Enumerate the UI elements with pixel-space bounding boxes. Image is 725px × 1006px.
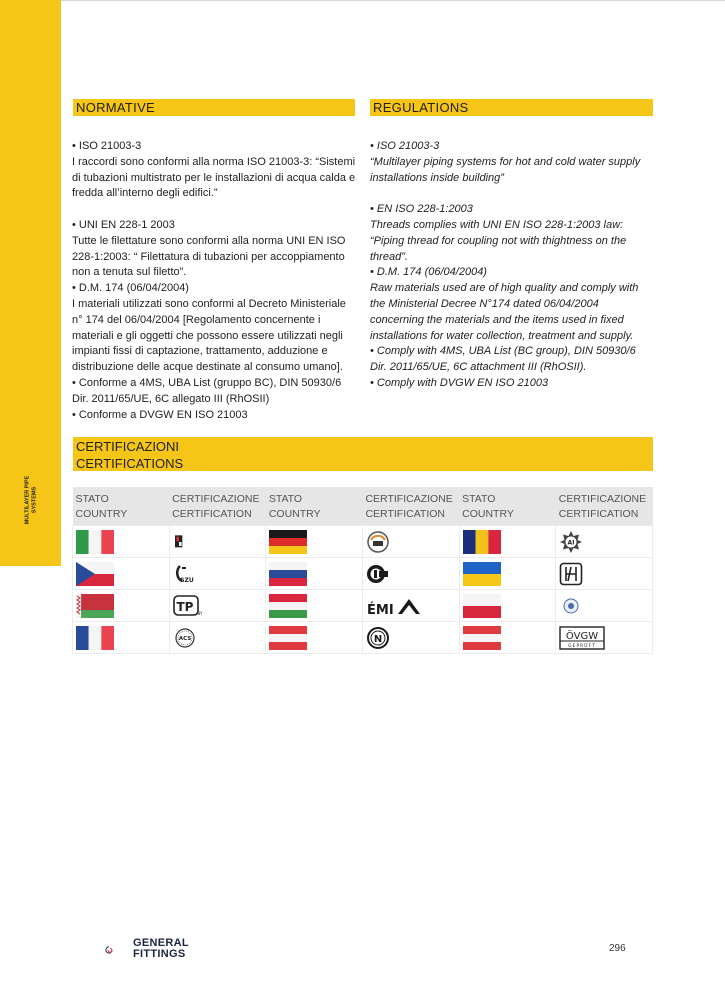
column-header: CERTIFICAZIONE CERTIFICATION [556,487,653,526]
flag-belarus-cell [73,590,170,622]
flag-italy [76,530,114,554]
flag-poland [463,594,501,618]
regulations-paragraph: • EN ISO 228-1:2003 [370,203,473,216]
svg-text:TP: TP [176,599,194,614]
certifications-title-en: CERTIFICATIONS [76,456,184,471]
flag-russia [269,562,307,586]
column-header: STATO COUNTRY [73,487,170,526]
normative-body [72,139,356,423]
regulations-paragraph: • D.M. 174 (06/04/2004) [370,266,487,279]
cert-logo-ukraine [559,562,583,586]
cert-logo-star-seal [559,530,583,554]
column-header: STATO COUNTRY [459,487,556,526]
cert-logo-pzh [559,594,583,618]
flag-austria [463,626,501,650]
cert-logo-acs-cell [169,622,266,654]
svg-text:ACS: ACS [178,635,191,642]
flag-romania-cell [459,526,556,558]
flag-romania [463,530,501,554]
regulations-paragraph: • Comply with DVGW EN ISO 21003 [370,376,549,389]
certifications-table [72,487,653,654]
flag-germany [269,530,307,554]
cert-logo-emi-cell [362,590,459,622]
column-header: STATO COUNTRY [266,487,363,526]
regulations-paragraph [370,186,655,202]
column-header: CERTIFICAZIONE CERTIFICATION [169,487,266,526]
certifications-header-row [73,487,653,526]
flag-germany-cell [266,526,363,558]
flag-ukraine [463,562,501,586]
cert-logo-szu-cell [169,558,266,590]
svg-text:GEPRÜFT: GEPRÜFT [568,643,597,649]
flag-austria [269,626,307,650]
normative-paragraph: Tutte le filettature sono conformi alla norma UNI EN ISO 228-1:2003: “ Filettatura di tubazioni per accoppiamento non a tenuta sul filetto”. [72,234,346,279]
normative-paragraph [72,202,356,218]
column-header: CERTIFICAZIONE CERTIFICATION [362,487,459,526]
certifications-title-it: CERTIFICAZIONI [76,439,180,454]
cert-logo-oni [366,626,390,650]
cert-logo-ukraine-cell [556,558,653,590]
regulations-paragraph: Threads complies with UNI EN ISO 228-1:2003 law: “Piping thread for coupling not with thightness on the thread”. [370,218,627,263]
table-row [73,526,653,558]
regulations-paragraph: • Comply with 4MS, UBA List (BC group), DIN 50930/6 Dir. 2011/65/UE, 6C attachment III (RhOSII). [370,345,636,374]
flag-belarus [76,594,114,618]
sidebar-band [0,0,61,566]
regulations-paragraph: “Multilayer piping systems for hot and cold water supply installations inside building” [370,155,641,184]
flag-hungary [269,594,307,618]
svg-text:ÉMI: ÉMI [366,602,394,618]
cert-logo-italy-cell [169,526,266,558]
cert-logo-ovgw-cell [556,622,653,654]
sidebar-label-line2: SYSTEMS [31,486,37,514]
brand-name-line1: GENERAL [133,937,189,949]
regulations-title: REGULATIONS [370,99,653,116]
flag-hungary-cell [266,590,363,622]
brand-name [133,938,189,960]
cert-logo-gost-r-cell [362,558,459,590]
cert-logo-tp [173,594,203,618]
certifications-title [73,437,653,471]
cert-logo-ovgw [559,626,605,650]
flag-austria-cell [459,622,556,654]
cert-logo-szu [173,562,197,586]
cert-logo-dvgw-seal [366,530,390,554]
normative-paragraph: • ISO 21003-3 [72,140,142,152]
svg-text:SZU: SZU [179,576,194,584]
sidebar-label-line1: MULTILAYER PIPE [24,475,31,525]
cert-logo-oni-cell [362,622,459,654]
cert-logo-acs [173,626,197,650]
svg-text:AI: AI [567,539,575,546]
normative-title: NORMATIVE [73,99,355,116]
svg-text:ÖVGW: ÖVGW [566,630,599,642]
normative-paragraph: I materiali utilizzati sono conformi al Decreto Ministeriale n° 174 del 06/04/2004 [Regolamento concernente i materiali e gli oggetti che possono essere utilizzati negli impianti fissi di captazione, trattamento, adduzione e distribuzione delle acque destinate al consumo umano]. [72,297,346,374]
cert-logo-italy [173,531,189,553]
cert-logo-gost-r [366,562,390,586]
page-number: 296 [609,943,626,954]
normative-paragraph: I raccordi sono conformi alla norma ISO 21003-3: “Sistemi di tubazioni multistrato per le installazioni di acqua calda e fredda all’interno degli edifici.” [72,155,356,200]
normative-paragraph: • Conforme a 4MS, UBA List (gruppo BC), DIN 50930/6 Dir. 2011/65/UE, 6C allegato III (RhOSII) [72,376,342,405]
table-row [73,590,653,622]
normative-paragraph: • UNI EN 228-1 2003 [72,218,175,231]
brand-name-line2: FITTINGS [133,948,186,960]
flag-poland-cell [459,590,556,622]
flag-czech-republic [76,562,114,586]
flag-italy-cell [73,526,170,558]
regulations-paragraph: Raw materials used are of high quality and comply with the Ministerial Decree N°174 dated 06/04/2004 concerning the materials and the items used in fixed installations for water collection, treatment and supply. [370,282,639,342]
table-row [73,622,653,654]
normative-paragraph: • D.M. 174 (06/04/2004) [72,282,189,295]
cert-logo-dvgw-seal-cell [362,526,459,558]
cert-logo-pzh-cell [556,590,653,622]
cert-logo-emi [366,594,420,618]
flag-france [76,626,114,650]
regulations-body [370,139,655,392]
svg-text:N: N [373,633,383,645]
flag-france-cell [73,622,170,654]
flag-russia-cell [266,558,363,590]
svg-text:BY: BY [197,610,203,616]
cert-logo-star-seal-cell [556,526,653,558]
flag-ukraine-cell [459,558,556,590]
flag-czech-republic-cell [73,558,170,590]
brand-logo-icon [105,936,133,964]
crop-mark [0,0,725,1]
regulations-paragraph: • ISO 21003-3 [370,140,440,152]
normative-paragraph: • Conforme a DVGW EN ISO 21003 [72,408,248,421]
sidebar-label [25,476,38,525]
cert-logo-tp-cell [169,590,266,622]
table-row [73,558,653,590]
flag-austria-cell [266,622,363,654]
